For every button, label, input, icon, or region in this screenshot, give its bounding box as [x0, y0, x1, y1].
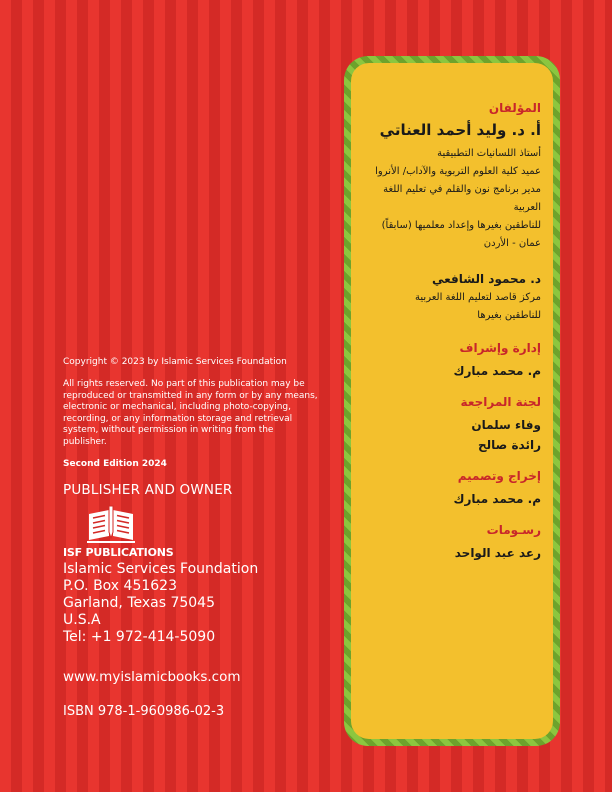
author1-line: عميد كلية العلوم التربوية والآداب/ الأنروا	[375, 166, 541, 177]
edition-text: Second Edition 2024	[63, 459, 167, 469]
management-title: إدارة وإشراف	[459, 341, 541, 355]
address-line: U.S.A	[63, 612, 101, 628]
isbn-text: ISBN 978-1-960986-02-3	[63, 704, 225, 719]
logo-text: ISF PUBLICATIONS	[63, 546, 174, 559]
review-title: لجنة المراجعة	[460, 395, 541, 409]
publisher-heading: PUBLISHER AND OWNER	[63, 482, 233, 498]
telephone-line: Tel: +1 972-414-5090	[63, 629, 216, 645]
design-name: م. محمد مبارك	[453, 492, 541, 506]
author2-line: مركز قاصد لتعليم اللغة العربية	[415, 292, 541, 303]
credits-card-inner	[351, 63, 553, 739]
rights-text: All rights reserved. No part of this publication may be reproduced or transmitted in any form or by any means, electronic or mechanical, including photo-copying, recording, or any information storage and retrieval system, without permission in writing from the publisher.	[63, 379, 318, 447]
website-link[interactable]: www.myislamicbooks.com	[63, 669, 241, 685]
illustrations-title: رسـومات	[486, 523, 541, 537]
address-line: Garland, Texas 75045	[63, 595, 215, 611]
open-book-pen-icon	[85, 504, 137, 544]
copyright-text: Copyright © 2023 by Islamic Services Foundation	[63, 357, 287, 367]
author1-line: مدير برنامج نون والقلم في تعليم اللغة العربية	[383, 184, 541, 213]
review-name: وفاء سلمان	[471, 418, 541, 432]
design-title: إخراج وتصميم	[457, 469, 541, 483]
credits-card	[344, 56, 560, 746]
illustrations-name: رعد عبد الواحد	[454, 546, 541, 560]
left-column	[63, 356, 318, 719]
author2-name: د. محمود الشافعي	[432, 272, 541, 286]
author1-line: أستاذ اللسانيات التطبيقية	[437, 148, 541, 159]
author1-name: أ. د. وليد أحمد العناتي	[379, 121, 541, 139]
author2-line: للناطقين بغيرها	[477, 310, 541, 321]
management-name: م. محمد مبارك	[453, 364, 541, 378]
author1-line: للناطقين بغيرها وإعداد معلميها (سابقاً)	[381, 220, 541, 231]
authors-title: المؤلفان	[488, 101, 541, 115]
review-name: رائدة صالح	[478, 438, 541, 452]
author1-line: عمان - الأردن	[483, 238, 541, 249]
address-line: P.O. Box 451623	[63, 578, 177, 594]
isf-logo	[63, 504, 318, 559]
address-line: Islamic Services Foundation	[63, 561, 259, 577]
